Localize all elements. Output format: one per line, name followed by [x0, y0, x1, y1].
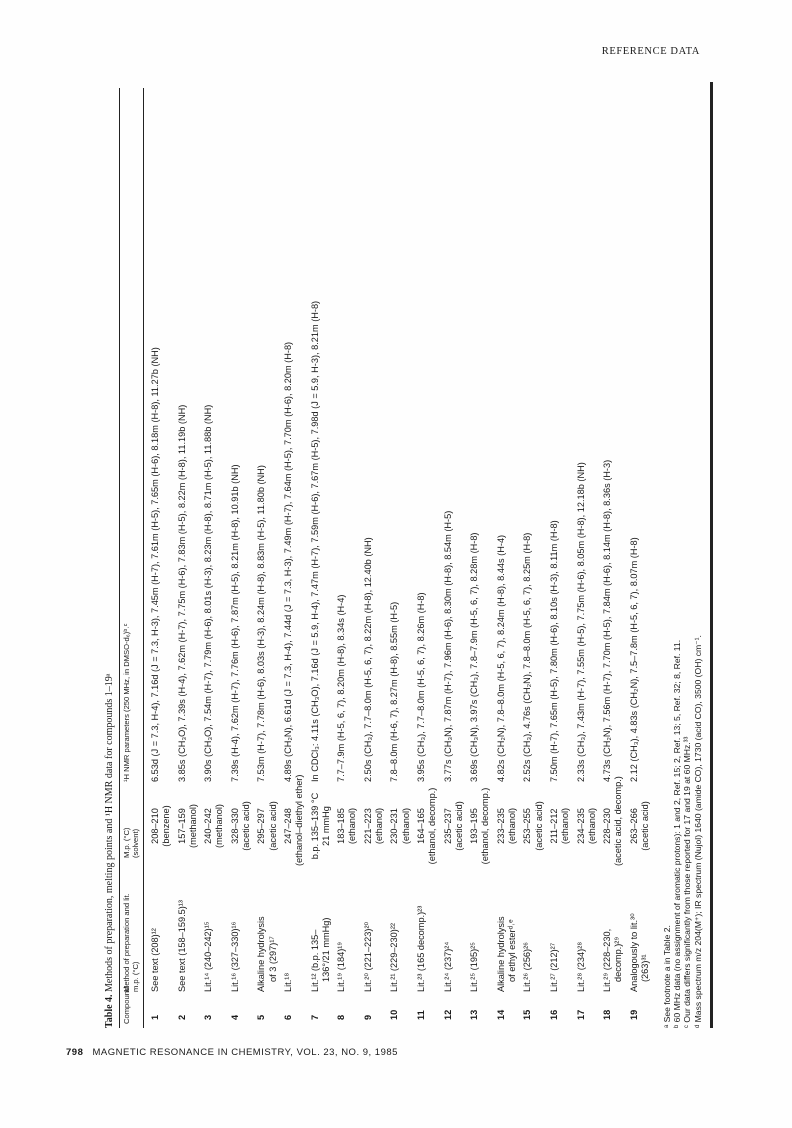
table-4 — [100, 88, 703, 1028]
method-cell — [310, 918, 332, 992]
nmr-parameters: 4.89s (CH₂N), 6.61d (J = 7.3, H-4), 7.44d (J = 7.3, H-3), 7.49m (H-7), 7.64m (H-5), 7.70m (H-6), 8.20m (H-8) — [283, 341, 293, 782]
running-header: REFERENCE DATA — [601, 46, 700, 57]
nmr-parameters: 2.12 (CH₃), 4.83s (CH₂N), 7.5–7.8m (H-5, 6, 7), 8.07m (H-8) — [628, 537, 639, 782]
header-bottom-rule — [143, 88, 144, 1028]
method-text: Lit.²⁰ (221–223)²⁰ — [362, 921, 373, 992]
mp-solvent: (ethanol) — [560, 807, 571, 845]
mp-value: 263–266 — [628, 808, 639, 844]
mp-cell — [150, 786, 172, 866]
compound-number: 14 — [495, 1009, 506, 1020]
page-number: 798 — [66, 1047, 84, 1058]
method-cell — [522, 942, 533, 992]
mp-solvent: (acetic acid) — [453, 801, 464, 851]
method-text-cont: (263)³¹ — [640, 954, 650, 982]
method-cell — [549, 943, 560, 992]
mp-solvent: (ethanol) — [347, 807, 358, 845]
nmr-parameters: 4.82s (CH₂N), 7.8–8.0m (H-5, 6, 7), 8.24m (H-8), 8.44s (H-4) — [495, 534, 506, 782]
mp-value: 235–237 — [442, 808, 453, 844]
mp-solvent: (ethanol) — [374, 807, 384, 845]
method-cell — [150, 928, 161, 992]
mp-cell — [336, 786, 358, 866]
mp-solvent: (acetic acid) — [267, 801, 278, 851]
mp-value: 295–297 — [256, 808, 267, 844]
mp-solvent: (acetic acid, decomp.) — [613, 776, 624, 866]
nmr-parameters: 3.85s (CH₃O), 7.39s (H-4), 7.62m (H-7), 7.75m (H-6), 7.83m (H-5), 8.22m (H-8), 11.19b (NH) — [176, 404, 187, 782]
table-top-rule — [119, 88, 120, 1028]
method-text: Lit.¹⁶ (327–330)¹⁶ — [229, 921, 240, 992]
method-text: Lit.¹⁴ (240–242)¹⁵ — [203, 921, 214, 992]
method-text: Lit.²¹ (229–230)²² — [389, 923, 400, 992]
method-cell — [416, 906, 427, 992]
method-cell — [469, 942, 480, 992]
compound-number: 2 — [176, 1014, 187, 1020]
nmr-parameters: 4.73s (CH₂N), 7.56m (H-7), 7.70m (H-5), 7.84m (H-6), 8.14m (H-8), 8.36s (H-3) — [602, 459, 613, 782]
mp-cell — [496, 786, 518, 866]
method-text-cont: of 3 (297)¹⁷ — [267, 936, 278, 982]
footnote: ᵈ Mass spectrum m/z 204(M⁺); IR spectrum (Nujol) 1640 (amide CO), 1730 (acid CO), 3500 (OH) cm⁻¹. — [692, 635, 703, 1028]
caption-text: Methods of preparation, melting points and ¹H NMR data for compounds 1–19ᵃ — [104, 673, 115, 992]
method-text: Analogously to lit.³⁰ — [628, 913, 639, 992]
compound-number: 18 — [602, 1009, 613, 1020]
method-text: Lit.²³ (165 decomp.)²³ — [416, 905, 426, 992]
mp-cell — [629, 786, 651, 866]
mp-cell — [522, 786, 544, 866]
mp-value: 240–242 — [203, 808, 214, 844]
caption-label: Table 4. — [104, 994, 115, 1028]
mp-cell — [469, 786, 491, 866]
page-footer — [66, 1047, 398, 1058]
mp-value: 230–231 — [389, 808, 400, 844]
nmr-parameters: 3.69s (CH₃N), 3.97s (CH₃), 7.8–7.9m (H-5, 6, 7), 8.28m (H-8) — [469, 532, 480, 782]
compound-number: 8 — [336, 1014, 347, 1020]
method-text: Alkaline hydrolysis — [495, 916, 506, 992]
mp-cell — [549, 786, 571, 866]
header-mp: M.p. (°C) (solvent) — [122, 827, 140, 858]
mp-value: 253–255 — [522, 808, 533, 844]
compound-number: 19 — [628, 1009, 639, 1020]
method-cell — [363, 922, 374, 992]
journal-citation: MAGNETIC RESONANCE IN CHEMISTRY, VOL. 23, NO. 9, 1985 — [92, 1047, 398, 1058]
mp-cell — [602, 776, 624, 866]
compound-number: 13 — [469, 1009, 480, 1020]
mp-cell — [443, 786, 465, 866]
mp-cell — [203, 786, 225, 866]
method-cell — [230, 922, 241, 992]
mp-solvent: (ethanol, decomp.) — [480, 787, 491, 865]
method-cell — [496, 916, 518, 992]
mp-cell — [177, 786, 199, 866]
method-cell — [336, 942, 347, 992]
method-cell — [389, 923, 400, 992]
table-caption — [104, 674, 115, 1029]
mp-value: 247–248 — [283, 808, 293, 844]
mp-value: 233–235 — [495, 808, 506, 844]
compound-number: 5 — [256, 1014, 267, 1020]
nmr-parameters: 7.8–8.0m (H-6, 7), 8.27m (H-8), 8.55m (H-5) — [389, 601, 400, 782]
mp-solvent: (methanol) — [214, 804, 225, 848]
method-text: Lit.²⁹ (228–230, — [602, 928, 613, 992]
table-bottom-rule — [710, 82, 713, 1028]
mp-solvent: (ethanol) — [400, 807, 411, 845]
compound-number: 7 — [309, 1014, 320, 1020]
method-cell — [177, 900, 188, 992]
nmr-parameters: 2.52s (CH₃), 4.76s (CH₂N), 7.8–8.0m (H-5, 6, 7), 8.25m (H-8) — [522, 532, 533, 782]
mp-cell — [416, 786, 438, 866]
compound-number: 4 — [229, 1014, 240, 1020]
mp-solvent: (ethanol–diethyl ether) — [294, 774, 305, 866]
mp-cell — [283, 774, 305, 866]
table-footnotes — [662, 635, 703, 1028]
method-text: Lit.²⁶ (256)²⁶ — [522, 942, 533, 992]
nmr-parameters: In CDCl₃: 4.11s (CH₃O), 7.16d (J = 5.9, H-4), 7.47m (H-7), 7.59m (H-6), 7.67m (H-5), 7.98d (J = 5.9, H-3), 8.21m (H-8) — [309, 300, 320, 782]
nmr-parameters: 7.50m (H-7), 7.65m (H-5), 7.80m (H-6), 8.10s (H-3), 8.11m (H-8) — [549, 520, 559, 782]
header-method: Method of preparation and lit. m.p. (°C) — [122, 893, 140, 992]
mp-solvent: (ethanol) — [586, 807, 597, 845]
footnote: ᶜ Our data differs significantly from those reported for 17 and 19 at 60 MHz.³³ — [682, 736, 693, 1028]
mp-cell — [256, 786, 278, 866]
method-text-cont: 136°/21 mmHg) — [320, 917, 331, 982]
mp-cell — [576, 786, 598, 866]
compound-number: 11 — [416, 1010, 426, 1020]
nmr-parameters: 2.50s (CH₃), 7.7–8.0m (H-5, 6, 7), 8.22m (H-8), 12.40b (NH) — [362, 537, 373, 782]
footnote: ᵃ See footnote a in Table 2. — [662, 925, 672, 1028]
nmr-parameters: 7.39s (H-4), 7.62m (H-7), 7.76m (H-6), 7.87m (H-5), 8.21m (H-8), 10.91b (NH) — [229, 464, 240, 782]
nmr-parameters: 7.7–7.9m (H-5, 6, 7), 8.20m (H-8), 8.34s (H-4) — [336, 594, 347, 782]
mp-value: 157–159 — [176, 808, 187, 844]
nmr-parameters: 3.90s (CH₃O), 7.54m (H-7), 7.79m (H-6), 8.01s (H-3), 8.23m (H-8), 8.71m (H-5), 11.88b (NH) — [203, 404, 214, 782]
mp-solvent: (methanol) — [187, 804, 198, 848]
compound-number: 10 — [389, 1009, 400, 1020]
nmr-parameters: 3.95s (CH₃), 7.7–8.0m (H-5, 6, 7), 8.26m (H-8) — [416, 592, 426, 782]
method-text: Lit.¹² (b.p. 135– — [309, 929, 320, 992]
method-text: Lit.²⁵ (195)²⁵ — [469, 942, 480, 992]
mp-value: 208–210 — [150, 808, 160, 844]
mp-value: 228–230 — [602, 808, 613, 844]
method-text: See text (208)¹² — [150, 928, 160, 992]
compound-number: 1 — [150, 1014, 160, 1020]
mp-cell — [363, 786, 385, 866]
nmr-parameters: 7.53m (H-7), 7.78m (H-6), 8.03s (H-3), 8.24m (H-8), 8.83m (H-5), 11.80b (NH) — [256, 465, 267, 782]
method-text-cont: decomp.)²⁹ — [613, 936, 624, 982]
mp-solvent: (acetic acid) — [640, 801, 650, 851]
header-nmr: ¹H NMR parameters (250 MHz, in DMSO-d₆)ᵇ˒ᶜ — [122, 623, 131, 782]
mp-solvent: (acetic acid) — [533, 801, 544, 851]
mp-value: 234–235 — [575, 808, 586, 844]
rotated-table-container — [100, 88, 703, 1028]
compound-number: 9 — [362, 1014, 373, 1020]
method-text: Lit.²⁷ (212)²⁷ — [549, 942, 559, 992]
method-cell — [203, 921, 214, 992]
mp-solvent: (ethanol, decomp.) — [427, 787, 438, 865]
nmr-parameters: 3.77s (CH₃N), 7.87m (H-7), 7.96m (H-6), 8.30m (H-8), 8.54m (H-5) — [442, 510, 453, 782]
compound-number: 3 — [203, 1014, 214, 1020]
mp-value: 328–330 — [229, 808, 240, 844]
method-cell — [602, 929, 624, 992]
mp-cell — [310, 786, 332, 866]
header-compound: Compound — [122, 986, 131, 1024]
method-text: Lit.¹⁸ — [283, 972, 293, 992]
mp-cell — [230, 786, 252, 866]
nmr-parameters: 2.33s (CH₃), 7.43m (H-7), 7.55m (H-5), 7.75m (H-6), 8.05m (H-8), 12.18b (NH) — [575, 462, 586, 782]
mp-value: 221–223 — [362, 808, 373, 844]
mp-value: 183–185 — [336, 808, 347, 844]
method-text: See text (158–159.5)¹³ — [176, 900, 187, 992]
mp-solvent: (acetic acid) — [241, 801, 251, 851]
compound-number: 6 — [283, 1014, 293, 1020]
mp-solvent: 21 mmHg — [320, 806, 331, 846]
compound-number: 17 — [575, 1009, 586, 1020]
method-cell — [256, 916, 278, 992]
mp-value: 211–212 — [549, 808, 559, 844]
mp-value: 164–165 — [416, 808, 426, 844]
mp-solvent: (ethanol) — [507, 807, 517, 845]
method-text: Alkaline hydrolysis — [256, 916, 267, 992]
nmr-parameters: 6.53d (J = 7.3, H-4), 7.16d (J = 7.3, H-3), 7.45m (H-7), 7.61m (H-5), 7.65m (H-6), 8.18m (H-8), 11.27b (NH) — [150, 347, 160, 782]
method-cell — [443, 942, 454, 992]
footnote: ᵇ 60 MHz data (no assignment of aromatic protons): 1 and 2, Ref. 15; 2, Ref. 13; 5, Ref. 32; 8, Ref. 11. — [672, 639, 683, 1028]
mp-cell — [389, 786, 411, 866]
method-text: Lit.²⁸ (234)²⁸ — [575, 941, 586, 992]
compound-number: 15 — [522, 1009, 533, 1020]
compound-number: 12 — [442, 1009, 453, 1020]
mp-value: 193–195 — [469, 808, 480, 844]
method-cell — [629, 913, 651, 992]
method-cell — [283, 973, 294, 992]
compound-number: 16 — [549, 1009, 559, 1020]
method-text: Lit.²⁴ (237)²⁴ — [442, 941, 453, 992]
mp-solvent: (benzene) — [161, 805, 172, 847]
method-text: Lit.¹⁹ (184)¹⁹ — [336, 941, 347, 992]
method-cell — [576, 942, 587, 992]
method-text-cont: of ethyl esterᵈ˒ᵉ — [507, 919, 517, 982]
mp-value: b.p. 135–139 °C — [309, 792, 320, 860]
